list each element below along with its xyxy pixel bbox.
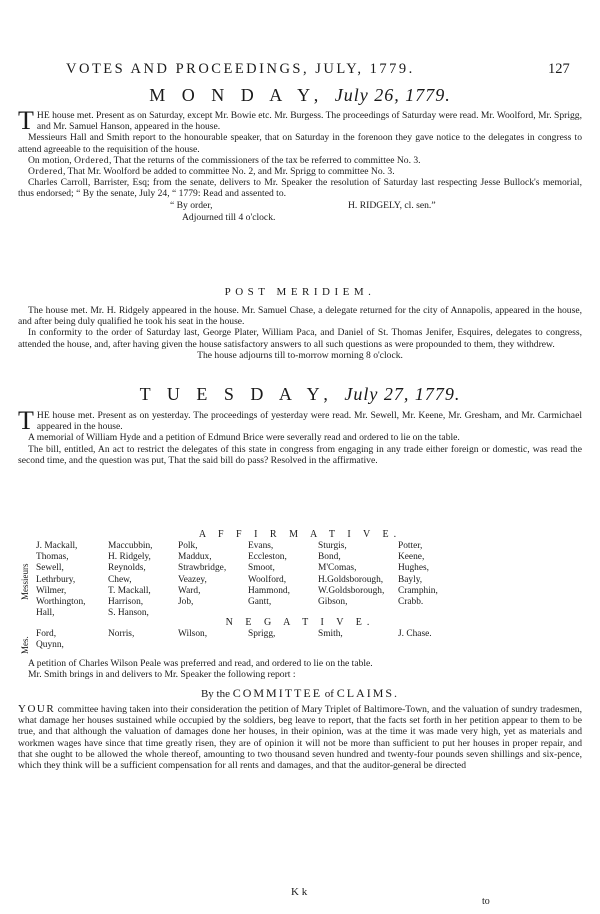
drop-cap: T [18, 406, 34, 435]
paragraph [18, 406, 582, 435]
member-name: Smoot, [248, 563, 275, 574]
vote-row [36, 586, 478, 597]
drop-cap: T [18, 106, 34, 135]
day-date: July 27, 1779. [344, 384, 461, 404]
committee-heading [0, 686, 600, 701]
member-name: Norris, [108, 629, 135, 639]
paragraph: A memorial of William Hyde and a petition of Edmund Brice were severally read and ordered to lie on the table. [28, 432, 460, 444]
member-name: Maddux, [178, 552, 212, 563]
affirmative-heading: A F F I R M A T I V E. [198, 529, 402, 540]
paragraph [18, 106, 582, 135]
paragraph-text: , That Mr. Woolford be added to committee No. 2, and Mr. Sprigg to committee No. 3. [62, 166, 395, 178]
paragraph: The house met. Mr. H. Ridgely appeared in the house. Mr. Samuel Chase, a delegate returned for the city of Annapolis, appeared in the house, and after being duly qualified he took his seat in the house. [18, 305, 582, 328]
member-name: W.Goldsborough, [318, 585, 385, 596]
adjourned-note: Adjourned till 4 o'clock. [182, 211, 276, 223]
member-name: Lethrbury, [36, 574, 76, 585]
vote-row [36, 541, 478, 552]
member-name: Worthington, [36, 597, 86, 608]
committee-claims: CLAIMS. [336, 686, 400, 700]
day-name: T U E S D A Y, [139, 384, 334, 404]
member-name: Reynolds, [108, 563, 146, 574]
member-name: Harrison, [108, 597, 144, 608]
vote-row [36, 552, 478, 563]
member-name: Hughes, [398, 563, 429, 574]
paragraph-text: HE house met. Present as on yesterday. The proceedings of yesterday were read. Mr. Sewell, Mr. Keene, Mr. Gresham, and Mr. Carmichael appeared in the house. [36, 410, 582, 433]
paragraph: Mr. Smith brings in and delivers to Mr. Speaker the following report : [28, 669, 296, 681]
tuesday-proceedings [18, 406, 582, 466]
post-meridiem-heading: POST MERIDIEM. [224, 286, 376, 298]
member-name: Bond, [318, 552, 341, 563]
member-name: Wilmer, [36, 585, 67, 596]
member-name [248, 640, 318, 651]
post-meridiem-proceedings [18, 305, 582, 361]
paragraph [18, 166, 582, 177]
paragraph-text: HE house met. Present as on Saturday, except Mr. Bowie etc. Mr. Burgess. The proceedings of Saturday were read. Mr. Woolford, Mr. Sprigg, and Mr. Samuel Hanson, appeared in the house. [36, 110, 582, 133]
affirmative-vote-table [36, 541, 478, 619]
vote-row [36, 597, 478, 608]
member-name: Bayly, [398, 574, 423, 585]
member-name: Evans, [248, 541, 274, 551]
messieurs-label: Mes. [20, 636, 30, 654]
member-name [108, 640, 178, 651]
paragraph [18, 704, 582, 771]
member-name: Thomas, [36, 552, 69, 563]
member-name: Keene, [398, 552, 425, 563]
member-name: Veazey, [178, 574, 207, 585]
messieurs-label: Messieurs [20, 563, 30, 600]
paragraph-text: committee having taken into their consideration the petition of Mary Triplet of Baltimore-Town, and the valuation of sundry tradesmen, what damage her houses sustained while occupied by the soldiers, beg leave to report, that the facts set forth in her petition appear to them to be true, and that although the valuation of damages done her houses, in their opinion, was at the time it was made very high, yet as materials and workmen wages have since that time greatly risen, they are of opinion it will not be more than sufficient to put her houses in proper repair, and that she ought to be allowed the whole thereof, amounting to two thousand seven hundred and twenty-four pounds seven shillings and six-pence, which they think will be a sufficient compensation for all rents and damages, and that the auditor-general be directed [18, 704, 582, 772]
member-name: Ford, [36, 629, 57, 639]
day-heading-monday [0, 85, 600, 106]
paragraph: Messieurs Hall and Smith report to the honourable speaker, that on Saturday in the forenoon they gave notice to the delegates in congress to attend agreeable to the requisition of the house. [18, 132, 582, 155]
member-name [398, 640, 478, 651]
member-name: Crabb. [398, 597, 424, 608]
member-name: Job, [178, 597, 194, 608]
committee-name: COMMITTEE [232, 686, 323, 700]
negative-heading: N E G A T I V E. [225, 617, 375, 628]
member-name: Cramphin, [398, 585, 438, 596]
member-name: Smith, [318, 629, 343, 639]
committee-of: of [324, 688, 334, 700]
member-name [318, 640, 398, 651]
member-name: M'Comas, [318, 563, 357, 574]
negative-vote-table [36, 629, 478, 651]
member-name: Potter, [398, 541, 423, 551]
member-name: Hall, [36, 608, 55, 619]
member-name: Chew, [108, 574, 132, 585]
day-date: July 26, 1779. [334, 85, 451, 105]
vote-row [36, 640, 478, 651]
paragraph: Charles Carroll, Barrister, Esq; from the senate, delivers to Mr. Speaker the resolution of Saturday last respecting Jesse Bullock's memorial, thus endorsed; “ By the senate, July 24, “ 1779: Read and assented to. [18, 177, 582, 200]
vote-row [36, 575, 478, 586]
sheet-signature: K k [291, 886, 308, 898]
monday-proceedings [18, 106, 582, 224]
catchword: to [482, 896, 490, 907]
paragraph: In conformity to the order of Saturday last, George Plater, William Paca, and Daniel of St. Thomas Jenifer, Esquires, delegates to congress, attended the house, and, after having given the house satisfactory answers to all such questions as were propounded to them, they withdrew. [18, 327, 582, 350]
day-name: M O N D A Y, [149, 85, 325, 105]
paragraph [18, 155, 582, 166]
ordered-word: Ordered [74, 154, 110, 166]
clerk-name: H. RIDGELY, cl. sen.” [348, 199, 436, 211]
member-name: Gantt, [248, 597, 272, 608]
paragraph: The bill, entitled, An act to restrict the delegates of this state in congress from engaging in any trade either foreign or domestic, was read the second time, and the question was put, That the said bill do pass? Resolved in the affirmative. [18, 443, 582, 466]
member-name: Sewell, [36, 563, 64, 574]
vote-row [36, 563, 478, 574]
member-name: Eccleston, [248, 552, 287, 563]
adjourn-note: The house adjourns till to-morrow morning 8 o'clock. [197, 349, 403, 361]
member-name: Strawbridge, [178, 563, 227, 574]
member-name: J. Mackall, [36, 541, 78, 551]
member-name: Gibson, [318, 597, 348, 608]
member-name: H. Ridgely, [108, 552, 151, 563]
member-name: Hammond, [248, 585, 290, 596]
committee-report [18, 704, 582, 771]
member-name: Sprigg, [248, 629, 276, 639]
paragraph-text: , That the returns of the commissioners of the tax be referred to committee No. 3. [109, 154, 421, 166]
report-lead: YOUR [18, 703, 56, 715]
member-name [178, 640, 248, 651]
vote-row [36, 629, 478, 640]
page-number: 127 [548, 61, 570, 77]
after-votes-proceedings [18, 658, 582, 680]
member-name: Sturgis, [318, 541, 347, 551]
paragraph: A petition of Charles Wilson Peale was preferred and read, and ordered to lie on the table. [28, 658, 373, 669]
member-name: J. Chase. [398, 629, 432, 639]
member-name: Polk, [178, 541, 198, 551]
member-name: Woolford, [248, 574, 287, 585]
committee-by: By the [200, 688, 230, 700]
running-title: VOTES AND PROCEEDINGS, JULY, 1779. [66, 61, 415, 77]
ordered-word: Ordered [28, 166, 63, 178]
paragraph-text: On motion, [28, 154, 75, 166]
member-name: Ward, [178, 585, 201, 596]
by-order: “ By order, [170, 199, 213, 211]
senate-signature [18, 200, 582, 224]
member-name: Maccubbin, [108, 541, 153, 551]
member-name: T. Mackall, [108, 585, 151, 596]
member-name: S. Hanson, [108, 608, 149, 619]
member-name: Quynn, [36, 640, 64, 651]
day-heading-tuesday [0, 384, 600, 405]
member-name: H.Goldsborough, [318, 574, 384, 585]
running-header [0, 61, 600, 81]
member-name: Wilson, [178, 629, 208, 639]
